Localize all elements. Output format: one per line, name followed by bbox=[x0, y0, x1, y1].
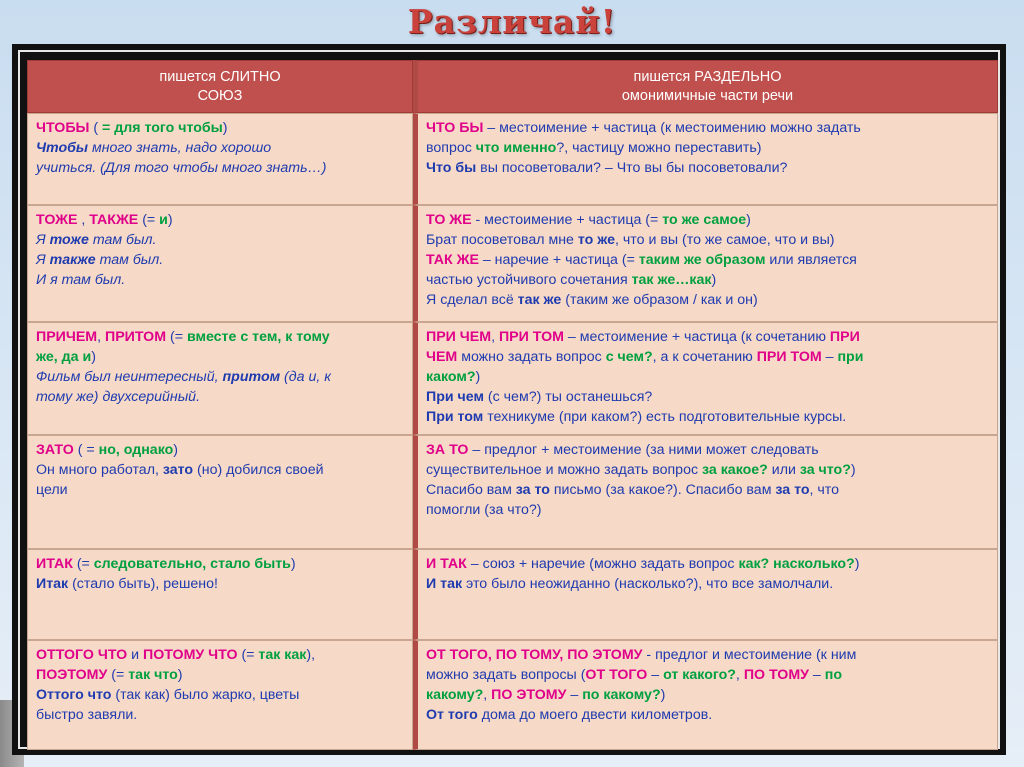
synonym: но, однако bbox=[98, 442, 174, 458]
term: ПРИТОМ bbox=[105, 329, 167, 345]
slide-title: Различай! bbox=[407, 2, 617, 41]
question: каком? bbox=[426, 369, 476, 385]
term: ЧЕМ bbox=[426, 349, 458, 365]
example-term: за то bbox=[775, 482, 810, 498]
text: – bbox=[647, 667, 664, 683]
example-term: И так bbox=[426, 576, 463, 592]
header-left bbox=[27, 60, 413, 113]
text: – союз + наречие (можно задать вопрос bbox=[466, 556, 739, 572]
header-right-line2: омонимичные части речи bbox=[621, 87, 794, 104]
rule-cell-left bbox=[27, 205, 413, 322]
text: ) bbox=[290, 556, 296, 572]
example-text: И я там был. bbox=[36, 272, 126, 288]
example-term: Что бы bbox=[426, 160, 477, 176]
text: и bbox=[127, 647, 144, 663]
example-text: , что и вы (то же самое, что и вы) bbox=[615, 232, 835, 248]
synonym: же, да и bbox=[36, 349, 92, 365]
question: при bbox=[837, 349, 864, 365]
text: ), bbox=[306, 647, 316, 663]
term: ПРИ bbox=[829, 329, 860, 345]
example-term: также bbox=[49, 252, 96, 268]
header-left-line2: СОЮЗ bbox=[197, 87, 243, 104]
table-row bbox=[27, 640, 998, 750]
text: , bbox=[735, 667, 744, 683]
example-text: тому же) двухсерийный. bbox=[36, 389, 201, 405]
text: – местоимение + частица (к сочетанию bbox=[563, 329, 830, 345]
text: ?, частицу можно переставить) bbox=[556, 140, 762, 156]
text: (= bbox=[107, 667, 129, 683]
header-row bbox=[27, 60, 998, 113]
text: или bbox=[767, 462, 800, 478]
term: ПРИ ТОМ bbox=[756, 349, 822, 365]
question: как? насколько? bbox=[738, 556, 855, 572]
term: ПРИ ЧЕМ bbox=[426, 329, 492, 345]
example-text: Я bbox=[36, 232, 50, 248]
synonym: таким же образом bbox=[638, 252, 766, 268]
text: – bbox=[821, 349, 838, 365]
example-text: Я сделал всё bbox=[426, 292, 518, 308]
example-term: Итак bbox=[36, 576, 69, 592]
text: ) bbox=[177, 667, 183, 683]
example-term: При том bbox=[426, 409, 484, 425]
text: ( bbox=[89, 120, 103, 136]
synonym: так как bbox=[258, 647, 307, 663]
term: ЧТОБЫ bbox=[36, 120, 90, 136]
synonym: то же самое bbox=[662, 212, 747, 228]
example-term: Оттого что bbox=[36, 687, 112, 703]
example-text: вы посоветовали? – Что вы бы посоветовали? bbox=[476, 160, 788, 176]
rule-cell-left bbox=[27, 322, 413, 435]
example-text: помогли (за что?) bbox=[426, 502, 542, 518]
text: (= bbox=[138, 212, 160, 228]
text: (= bbox=[237, 647, 259, 663]
example-term: за то bbox=[515, 482, 550, 498]
text: – bbox=[566, 687, 583, 703]
example-text: дома до моего двести километров. bbox=[477, 707, 713, 723]
example-text: Фильм был неинтересный, bbox=[36, 369, 223, 385]
example-text: (таким же образом / как и он) bbox=[561, 292, 758, 308]
text: ) bbox=[91, 349, 96, 365]
example-text: учиться. (Для того чтобы много знать…) bbox=[36, 160, 327, 176]
text: ) bbox=[222, 120, 228, 136]
question: какому? bbox=[426, 687, 484, 703]
text: существительное и можно задать вопрос bbox=[426, 462, 702, 478]
table-row bbox=[27, 205, 998, 322]
synonym: и bbox=[159, 212, 168, 228]
example-text: письмо (за какое?). Спасибо вам bbox=[549, 482, 776, 498]
text: (= bbox=[166, 329, 187, 345]
text: , bbox=[77, 212, 90, 228]
term: ПРИЧЕМ bbox=[36, 329, 98, 345]
synonym: так что bbox=[128, 667, 178, 683]
synonym: = для того чтобы bbox=[102, 120, 223, 136]
rule-cell-right bbox=[413, 640, 998, 750]
term: ТАК ЖЕ bbox=[426, 252, 479, 268]
example-text: (стало быть), решено! bbox=[68, 576, 218, 592]
example-text: (да и, к bbox=[280, 369, 331, 385]
term: ПО ТОМУ bbox=[743, 667, 809, 683]
text: ) bbox=[850, 462, 856, 478]
question: по какому? bbox=[582, 687, 661, 703]
spelling-rules-table bbox=[27, 60, 998, 750]
header-right bbox=[413, 60, 998, 113]
rule-cell-right bbox=[413, 435, 998, 549]
text: , bbox=[491, 329, 499, 345]
synonym: так же…как bbox=[631, 272, 712, 288]
term: ПОТОМУ ЧТО bbox=[143, 647, 238, 663]
text: ) bbox=[475, 369, 481, 385]
example-term: то же bbox=[577, 232, 616, 248]
header-right-line1: пишется РАЗДЕЛЬНО bbox=[633, 68, 782, 85]
rule-cell-left bbox=[27, 640, 413, 750]
term: ТАКЖЕ bbox=[89, 212, 139, 228]
example-text: цели bbox=[36, 482, 68, 498]
example-term: так же bbox=[517, 292, 562, 308]
example-text: много знать, надо хорошо bbox=[88, 140, 272, 156]
term: ПО ЭТОМУ bbox=[491, 687, 567, 703]
text: ) bbox=[167, 212, 173, 228]
synonym: следовательно, стало быть bbox=[93, 556, 291, 572]
example-text: Брат посоветовал мне bbox=[426, 232, 578, 248]
example-text: техникуме (при каком?) есть подготовительные курсы. bbox=[483, 409, 847, 425]
table-row bbox=[27, 549, 998, 640]
text: , а к сочетанию bbox=[652, 349, 757, 365]
question: за что? bbox=[799, 462, 851, 478]
term: И ТАК bbox=[426, 556, 467, 572]
example-text: (но) добился своей bbox=[193, 462, 324, 478]
example-term: От того bbox=[426, 707, 478, 723]
example-text: , что bbox=[809, 482, 840, 498]
question: с чем? bbox=[605, 349, 653, 365]
text: можно задать вопросы ( bbox=[426, 667, 586, 683]
example-text: быстро завяли. bbox=[36, 707, 138, 723]
text: ) bbox=[173, 442, 179, 458]
rule-cell-right bbox=[413, 205, 998, 322]
question: что именно bbox=[475, 140, 557, 156]
question: от какого? bbox=[663, 667, 736, 683]
text: частью устойчивого сочетания bbox=[426, 272, 632, 288]
example-term: При чем bbox=[426, 389, 484, 405]
example-text: это было неожиданно (насколько?), что все замолчали. bbox=[462, 576, 834, 592]
term: ИТАК bbox=[36, 556, 73, 572]
term: ОТ ТОГО bbox=[585, 667, 648, 683]
example-term: Чтобы bbox=[36, 140, 89, 156]
term: ПРИ ТОМ bbox=[498, 329, 564, 345]
question: за какое? bbox=[702, 462, 768, 478]
table-row bbox=[27, 113, 998, 205]
text: или является bbox=[765, 252, 857, 268]
rule-cell-right bbox=[413, 322, 998, 435]
example-term: притом bbox=[222, 369, 281, 385]
rule-cell-right bbox=[413, 549, 998, 640]
table-row bbox=[27, 322, 998, 435]
table-row bbox=[27, 435, 998, 549]
text: ( = bbox=[73, 442, 99, 458]
term: ЧТО БЫ bbox=[426, 120, 484, 136]
text: ) bbox=[660, 687, 666, 703]
example-term: тоже bbox=[49, 232, 89, 248]
example-text: Я bbox=[36, 252, 50, 268]
rule-cell-left bbox=[27, 113, 413, 205]
term: ТО ЖЕ bbox=[426, 212, 472, 228]
example-text: Спасибо вам bbox=[426, 482, 516, 498]
example-text: там был. bbox=[88, 232, 157, 248]
question: по bbox=[824, 667, 843, 683]
example-text: (с чем?) ты останешься? bbox=[483, 389, 653, 405]
text: ) bbox=[711, 272, 717, 288]
example-term: зато bbox=[162, 462, 194, 478]
rule-cell-right bbox=[413, 113, 998, 205]
text: – bbox=[808, 667, 825, 683]
text: - предлог и местоимение (к ним bbox=[642, 647, 857, 663]
text: вопрос bbox=[426, 140, 476, 156]
term: ТОЖЕ bbox=[36, 212, 78, 228]
rule-cell-left bbox=[27, 549, 413, 640]
term: ПОЭТОМУ bbox=[36, 667, 108, 683]
text: ) bbox=[746, 212, 751, 228]
rule-cell-left bbox=[27, 435, 413, 549]
text: - местоимение + частица (= bbox=[471, 212, 663, 228]
text: можно задать вопрос bbox=[457, 349, 606, 365]
term: ОТ ТОГО, ПО ТОМУ, ПО ЭТОМУ bbox=[426, 647, 643, 663]
example-text: Он много работал, bbox=[36, 462, 163, 478]
header-left-line1: пишется СЛИТНО bbox=[159, 68, 281, 85]
text: – местоимение + частица (к местоимению можно задать bbox=[483, 120, 861, 136]
text: – наречие + частица (= bbox=[478, 252, 639, 268]
example-text: (так как) было жарко, цветы bbox=[111, 687, 300, 703]
text: ) bbox=[854, 556, 860, 572]
text: – предлог + местоимение (за ними может следовать bbox=[468, 442, 819, 458]
text: (= bbox=[72, 556, 94, 572]
term: ОТТОГО ЧТО bbox=[36, 647, 128, 663]
example-text: там был. bbox=[95, 252, 164, 268]
term: ЗАТО bbox=[36, 442, 74, 458]
term: ЗА ТО bbox=[426, 442, 469, 458]
text: , bbox=[97, 329, 105, 345]
text: , bbox=[483, 687, 492, 703]
synonym: вместе с тем, к тому bbox=[186, 329, 330, 345]
